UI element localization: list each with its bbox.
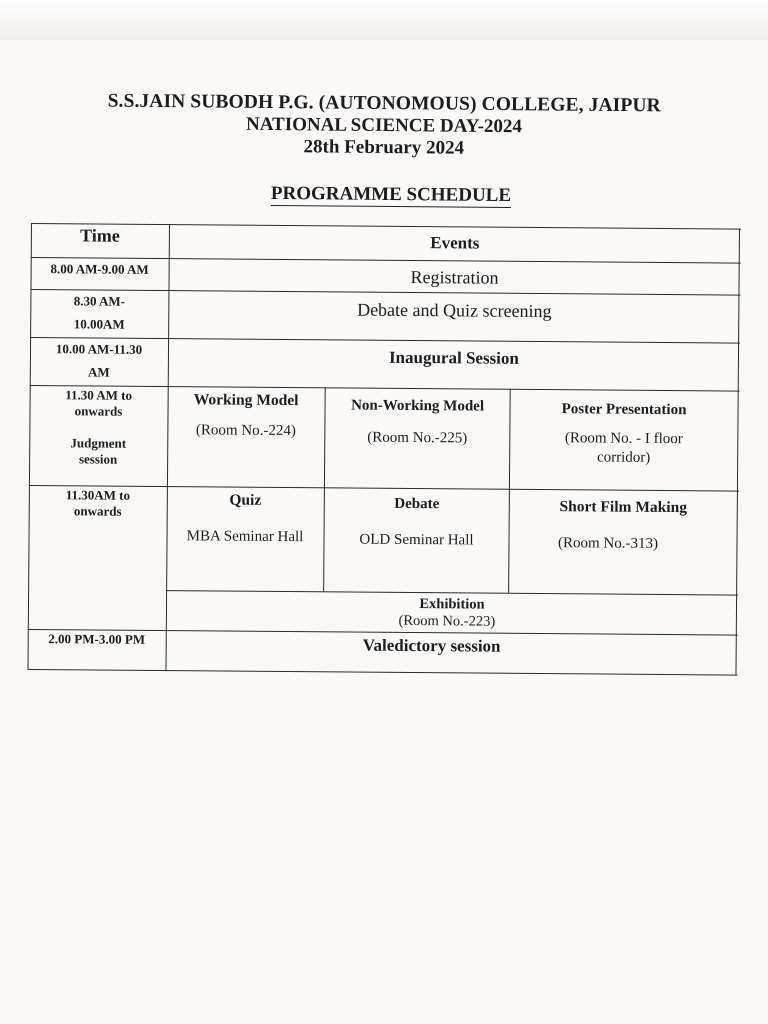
document-header (0, 89, 768, 163)
time-screening: 8.30 AM- 10.00AM (73, 293, 126, 332)
scan-top-margin (0, 0, 768, 40)
event-non-working-model: Non-Working Model (Room No.-225) (351, 397, 485, 447)
time-inaugural: 10.00 AM-11.30 AM (55, 341, 143, 380)
event-short-film: Short Film Making (Room No.-313) (557, 498, 688, 552)
header-time: Time (79, 225, 120, 246)
college-name: S.S.JAIN SUBODH P.G. (AUTONOMOUS) COLLEGE, JAIPUR (107, 90, 661, 117)
event-date: 28th February 2024 (303, 136, 465, 159)
event-screening: Debate and Quiz screening (357, 299, 552, 322)
event-valedictory: Valedictory session (362, 635, 501, 656)
schedule-title: PROGRAMME SCHEDULE (270, 182, 512, 207)
event-quiz: Quiz MBA Seminar Hall (186, 491, 304, 546)
event-working-model: Working Model (Room No.-224) (193, 391, 299, 440)
time-valedictory: 2.00 PM-3.00 PM (48, 631, 146, 647)
event-poster-presentation: Poster Presentation (Room No. - I floor corridor) (561, 401, 687, 466)
time-judgment: 11.30 AM to onwards Judgment session (65, 387, 133, 467)
event-exhibition: Exhibition (Room No.-223) (398, 596, 496, 630)
event-inaugural: Inaugural Session (388, 347, 519, 368)
time-registration: 8.00 AM-9.00 AM (50, 261, 149, 277)
event-registration: Registration (410, 266, 499, 288)
event-debate: Debate OLD Seminar Hall (359, 495, 474, 549)
schedule-table (27, 223, 740, 677)
time-competitions: 11.30AM to onwards (65, 487, 131, 519)
event-title: NATIONAL SCIENCE DAY-2024 (245, 113, 523, 138)
header-events: Events (430, 233, 480, 253)
